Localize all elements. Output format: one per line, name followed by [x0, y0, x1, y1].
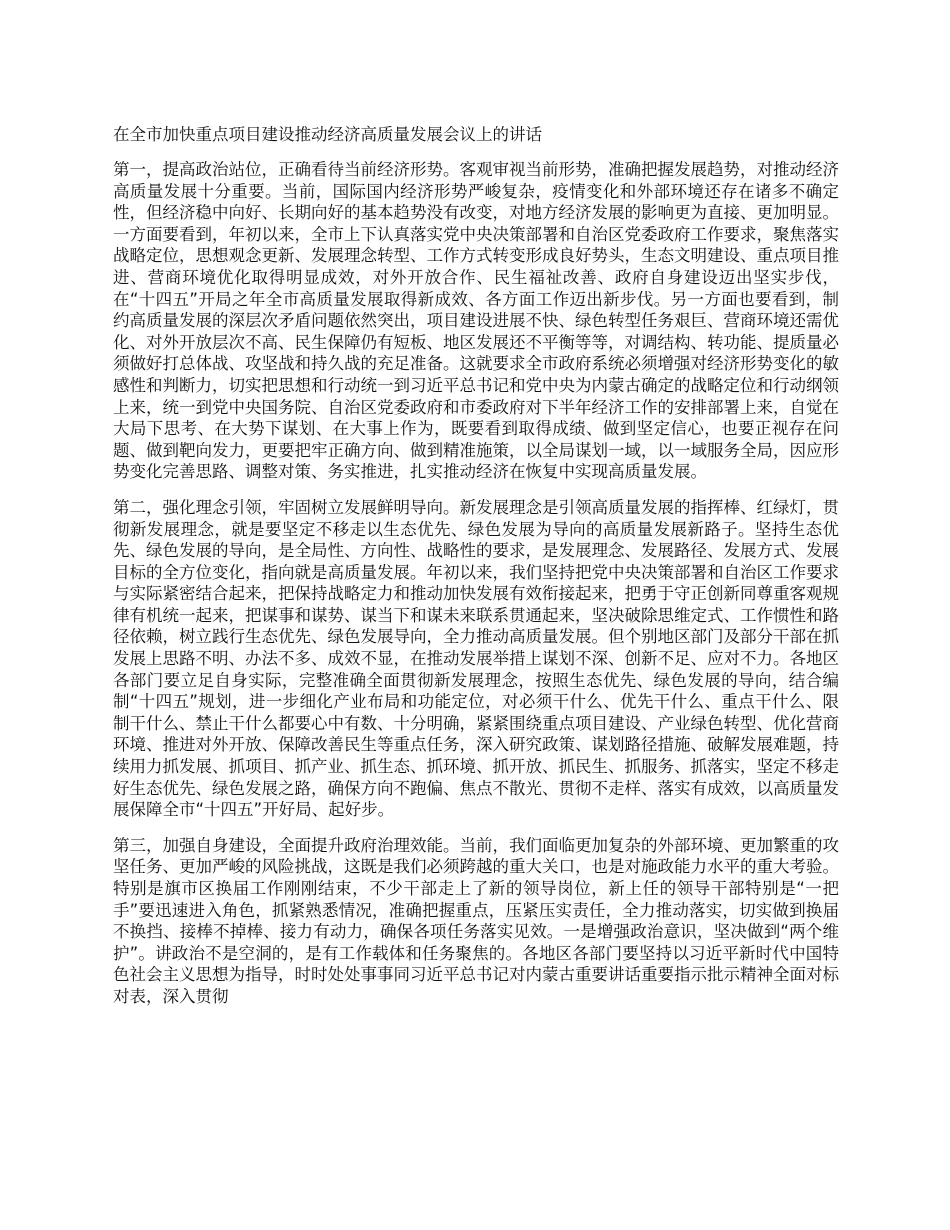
paragraph-third: 第三，加强自身建设，全面提升政府治理效能。当前，我们面临更加复杂的外部环境、更加繁重的攻坚任务、更加严峻的风险挑战，这既是我们必须跨越的重大关口，也是对施政能力水平的重大考验。特别是旗市区换届工作刚刚结束，不少干部走上了新的领导岗位，新上任的领导干部特别是“一把手”要迅速进入角色，抓紧熟悉情况，准确把握重点，压紧压实责任，全力推动落实，切实做到换届不换挡、接棒不掉棒、接力有动力，确保各项任务落实见效。一是增强政治意识，坚决做到“两个维护”。讲政治不是空洞的，是有工作载体和任务聚焦的。各地区各部门要坚持以习近平新时代中国特色社会主义思想为指导，时时处处事事同习近平总书记对内蒙古重要讲话重要指示批示精神全面对标对表，深入贯彻	[113, 835, 839, 1006]
document-page	[113, 124, 839, 1022]
paragraph-second: 第二，强化理念引领，牢固树立发展鲜明导向。新发展理念是引领高质量发展的指挥棒、红绿灯，贯彻新发展理念，就是要坚定不移走以生态优先、绿色发展为导向的高质量发展新路子。坚持生态优先、绿色发展的导向，是全局性、方向性、战略性的要求，是发展理念、发展路径、发展方式、发展目标的全方位变化，指向就是高质量发展。年初以来，我们坚持把党中央决策部署和自治区工作要求与实际紧密结合起来，把保持战略定力和推动加快发展有效衔接起来，把勇于守正创新同尊重客观规律有机统一起来，把谋事和谋势、谋当下和谋未来联系贯通起来，坚决破除思维定式、工作惯性和路径依赖，树立践行生态优先、绿色发展导向，全力推动高质量发展。但个别地区部门及部分干部在抓发展上思路不明、办法不多、成效不显，在推动发展举措上谋划不深、创新不足、应对不力。各地区各部门要立足自身实际，完整准确全面贯彻新发展理念，按照生态优先、绿色发展的导向，结合编制“十四五”规划，进一步细化产业布局和功能定位，对必须干什么、优先干什么、重点干什么、限制干什么、禁止干什么都要心中有数、十分明确，紧紧围绕重点项目建设、产业绿色转型、优化营商环境、推进对外开放、保障改善民生等重点任务，深入研究政策、谋划路径措施、破解发展难题，持续用力抓发展、抓项目、抓产业、抓生态、抓环境、抓开放、抓民生、抓服务、抓落实，坚定不移走好生态优先、绿色发展之路，确保方向不跑偏、焦点不散光、贯彻不走样、落实有成效，以高质量发展保障全市“十四五”开好局、起好步。	[113, 497, 839, 820]
document-title: 在全市加快重点项目建设推动经济高质量发展会议上的讲话	[113, 125, 542, 144]
paragraph-first: 第一，提高政治站位，正确看待当前经济形势。客观审视当前形势，准确把握发展趋势，对推动经济高质量发展十分重要。当前，国际国内经济形势严峻复杂，疫情变化和外部环境还存在诸多不确定性，但经济稳中向好、长期向好的基本趋势没有改变，对地方经济发展的影响更为直接、更加明显。一方面要看到，年初以来，全市上下认真落实党中央决策部署和自治区党委政府工作要求，聚焦落实战略定位，思想观念更新、发展理念转型、工作方式转变形成良好势头，生态文明建设、重点项目推进、营商环境优化取得明显成效，对外开放合作、民生福祉改善、政府自身建设迈出坚实步伐，在“十四五”开局之年全市高质量发展取得新成效、各方面工作迈出新步伐。另一方面也要看到，制约高质量发展的深层次矛盾问题依然突出，项目建设进展不快、绿色转型任务艰巨、营商环境还需优化、对外开放层次不高、民生保障仍有短板、地区发展还不平衡等等，对调结构、转功能、提质量必须做好打总体战、攻坚战和持久战的充足准备。这就要求全市政府系统必须增强对经济形势变化的敏感性和判断力，切实把思想和行动统一到习近平总书记和党中央为内蒙古确定的战略定位和行动纲领上来，统一到党中央国务院、自治区党委政府和市委政府对下半年经济工作的安排部署上来，自觉在大局下思考、在大势下谋划、在大事上作为，既要看到取得成绩、做到坚定信心，也要正视存在问题、做到靶向发力，更要把牢正确方向、做到精准施策，以全局谋划一域，以一域服务全局，因应形势变化完善思路、调整对策、务实推进，扎实推动经济在恢复中实现高质量发展。	[113, 160, 839, 482]
